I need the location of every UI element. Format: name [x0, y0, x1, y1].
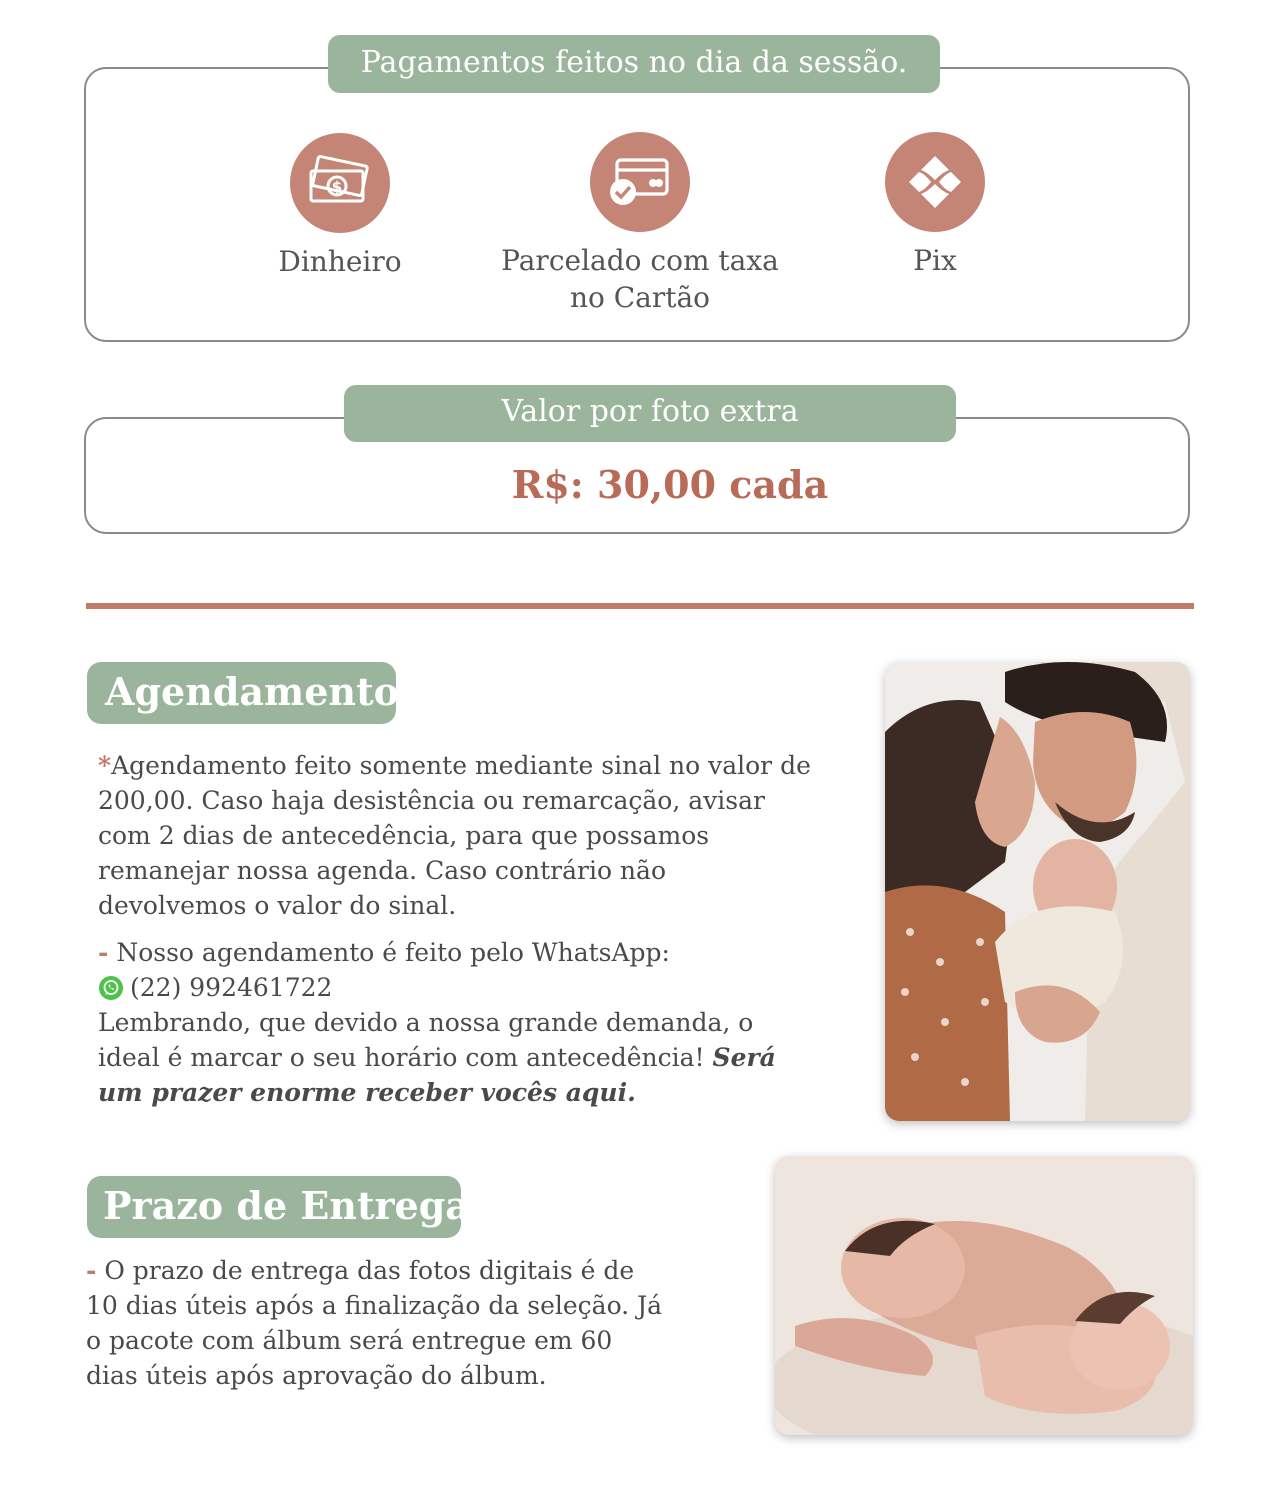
twins-newborn-photo	[775, 1156, 1193, 1435]
agendamento-heading: Agendamento	[87, 662, 396, 724]
payment-method-label	[490, 242, 790, 316]
deposit-paragraph	[98, 748, 818, 923]
payment-method-pix	[835, 132, 1035, 279]
label-line-2: no Cartão	[569, 281, 711, 314]
family-newborn-photo	[885, 662, 1190, 1121]
payments-title: Pagamentos feitos no dia da sessão.	[328, 35, 940, 93]
payment-method-label: Dinheiro	[278, 245, 402, 278]
dash: -	[86, 1256, 97, 1285]
payment-method-label: Pix	[913, 244, 957, 277]
cash-icon	[290, 133, 390, 233]
label-line-1: Parcelado com taxa	[501, 244, 779, 277]
phone-number[interactable]: (22) 992461722	[130, 973, 333, 1002]
payment-method-cash	[240, 133, 440, 280]
whatsapp-intro: Nosso agendamento é feito pelo WhatsApp:	[116, 938, 670, 967]
extra-photo-title: Valor por foto extra	[344, 385, 956, 442]
whatsapp-paragraph	[98, 935, 818, 1110]
asterisk: *	[98, 751, 112, 780]
payment-method-card	[490, 132, 790, 316]
pix-icon	[885, 132, 985, 232]
dash: -	[98, 938, 109, 967]
closing-text: Será um prazer enorme receber vocês aqui.	[98, 1043, 776, 1107]
prazo-text: O prazo de entrega das fotos digitais é de 10 dias úteis após a finalização da seleção. Já o pacote com álbum será entregue em 60 dias úteis após aprovação do álbum.	[86, 1256, 663, 1390]
section-divider	[86, 603, 1194, 609]
whatsapp-icon[interactable]	[98, 975, 124, 1001]
prazo-paragraph	[86, 1253, 666, 1393]
prazo-heading: Prazo de Entrega	[87, 1176, 461, 1238]
deposit-text: Agendamento feito somente mediante sinal no valor de 200,00. Caso haja desistência ou remarcação, avisar com 2 dias de antecedência, para que possamos remanejar nossa agenda. Caso contrário não devolvemos o valor do sinal.	[98, 751, 811, 920]
extra-photo-price: R$: 30,00 cada	[511, 462, 829, 507]
credit-card-icon	[590, 132, 690, 232]
reminder-text: Lembrando, que devido a nossa grande demanda, o ideal é marcar o seu horário com antecedência!	[98, 1008, 754, 1072]
svg-text:$: $	[331, 178, 343, 196]
